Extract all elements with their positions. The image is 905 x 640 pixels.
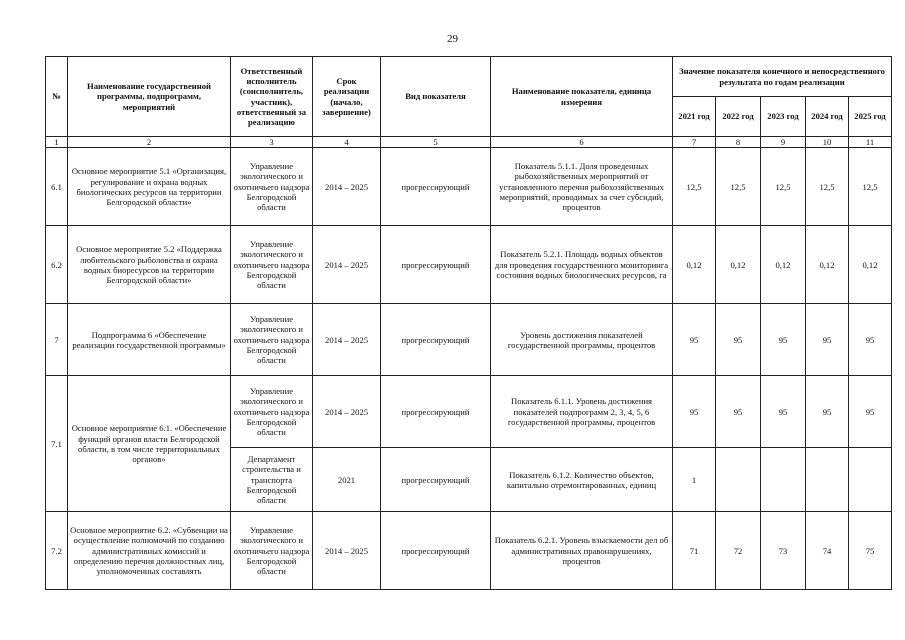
row-number: 7.2 [46,512,68,590]
row-indicator-name: Уровень достижения показателей государственной программы, процентов [491,304,673,376]
row-value: 12,5 [761,148,806,226]
row-value: 95 [806,376,849,448]
row-value: 95 [673,376,716,448]
page-number: 29 [447,33,458,45]
row-value: 12,5 [673,148,716,226]
row-value: 95 [716,304,761,376]
table-row [46,512,892,590]
column-number: 1 [46,137,68,148]
row-value: 72 [716,512,761,590]
row-value: 74 [806,512,849,590]
row-indicator-type: прогрессирующий [381,226,491,304]
row-indicator-name: Показатель 6.1.1. Уровень достижения показателей подпрограмм 2, 3, 4, 5, 6 государственной программы, процентов [491,376,673,448]
row-indicator-name: Показатель 6.1.2. Количество объектов, капитально отремонтированных, единиц [491,448,673,512]
row-value: 95 [716,376,761,448]
row-indicator-type: прогрессирующий [381,304,491,376]
row-number: 7 [46,304,68,376]
row-value [761,448,806,512]
table-row [46,376,892,448]
row-executor: Управление экологического и охотничьего надзора Белгородской области [231,226,313,304]
row-value: 0,12 [673,226,716,304]
column-number: 9 [761,137,806,148]
row-value: 12,5 [716,148,761,226]
row-value: 0,12 [761,226,806,304]
row-executor: Управление экологического и охотничьего надзора Белгородской области [231,304,313,376]
row-indicator-name: Показатель 5.1.1. Доля проведенных рыбохозяйственных мероприятий от установленного перечня рыбохозяйственных мероприятий, проводимых за счет субсидий, процентов [491,148,673,226]
row-indicator-type: прогрессирующий [381,148,491,226]
column-number: 4 [313,137,381,148]
row-value: 95 [806,304,849,376]
row-name [68,512,231,590]
row-executor: Управление экологического и охотничьего надзора Белгородской области [231,512,313,590]
column-number: 2 [68,137,231,148]
row-value: 95 [761,304,806,376]
column-number: 5 [381,137,491,148]
row-value: 1 [673,448,716,512]
row-number: 6.1 [46,148,68,226]
row-term: 2014 – 2025 [313,512,381,590]
column-number: 11 [849,137,892,148]
table-row [46,148,892,226]
header-year: 2025 год [849,97,892,137]
row-term: 2021 [313,448,381,512]
header-name: Наименование государственной программы, подпрограмм, мероприятий [68,57,231,137]
row-indicator-name: Показатель 6.2.1. Уровень взыскаемости дел об административных правонарушениях, процентов [491,512,673,590]
row-term: 2014 – 2025 [313,226,381,304]
row-value: 75 [849,512,892,590]
column-number: 10 [806,137,849,148]
row-value [806,448,849,512]
column-number-row [46,137,892,148]
row-value: 95 [849,304,892,376]
row-name: Основное мероприятие 6.1. «Обеспечение функций органов власти Белгородской области, в том числе территориальных органов» [68,376,231,512]
header-year: 2024 год [806,97,849,137]
row-value [716,448,761,512]
row-name: Подпрограмма 6 «Обеспечение реализации государственной программы» [68,304,231,376]
row-executor: Управление экологического и охотничьего надзора Белгородской области [231,376,313,448]
row-term: 2014 – 2025 [313,376,381,448]
column-number: 7 [673,137,716,148]
header-year: 2021 год [673,97,716,137]
row-number: 7.1 [46,376,68,512]
row-name-text: Основное мероприятие 6.2. «Субвенции на осуществление полномочий по созданию административных комиссий и определению перечня должностных лиц, уполномоченных составлять [70,525,228,577]
row-value: 0,12 [849,226,892,304]
header-executor: Ответственный исполнитель (соисполнитель, участник), ответственный за реализацию [231,57,313,137]
header-values-group: Значение показателя конечного и непосредственного результата по годам реализации [673,57,892,97]
row-term: 2014 – 2025 [313,148,381,226]
row-name: Основное мероприятие 5.1 «Организация, регулирование и охрана водных биологических ресурсов на территории Белгородской области» [68,148,231,226]
header-year: 2022 год [716,97,761,137]
row-value: 71 [673,512,716,590]
row-term: 2014 – 2025 [313,304,381,376]
table-row [46,226,892,304]
row-value: 0,12 [716,226,761,304]
row-value: 95 [673,304,716,376]
row-indicator-type: прогрессирующий [381,448,491,512]
row-executor: Департамент строительства и транспорта Белгородской области [231,448,313,512]
row-value: 73 [761,512,806,590]
row-executor: Управление экологического и охотничьего надзора Белгородской области [231,148,313,226]
row-value [849,448,892,512]
table-row [46,304,892,376]
row-indicator-name: Показатель 5.2.1. Площадь водных объектов для проведения государственного мониторинга состояния водных биологических ресурсов, га [491,226,673,304]
column-number: 3 [231,137,313,148]
row-value: 95 [761,376,806,448]
column-number: 6 [491,137,673,148]
row-value: 0,12 [806,226,849,304]
column-number: 8 [716,137,761,148]
row-indicator-type: прогрессирующий [381,376,491,448]
header-year: 2023 год [761,97,806,137]
row-number: 6.2 [46,226,68,304]
row-indicator-type: прогрессирующий [381,512,491,590]
header-indicator-name: Наименование показателя, единица измерения [491,57,673,137]
row-name: Основное мероприятие 5.2 «Поддержка любительского рыболовства и охрана водных биоресурсов на территории Белгородской области» [68,226,231,304]
header-indicator-type: Вид показателя [381,57,491,137]
row-value: 12,5 [849,148,892,226]
row-value: 12,5 [806,148,849,226]
header-term: Срок реализации (начало, завершение) [313,57,381,137]
indicators-table [45,56,892,590]
header-no: № [46,57,68,137]
row-value: 95 [849,376,892,448]
